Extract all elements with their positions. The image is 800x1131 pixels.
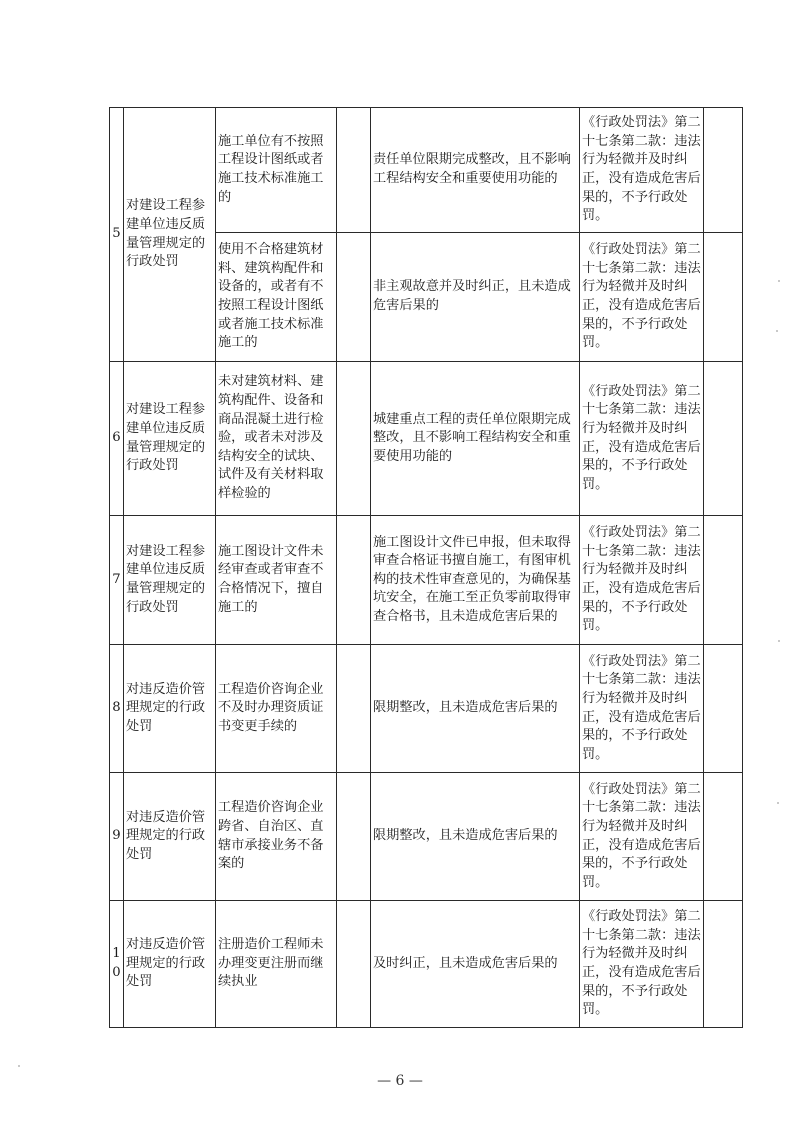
blank-cell bbox=[337, 773, 371, 901]
row-number: 6 bbox=[110, 362, 124, 516]
page-number: — 6 — bbox=[377, 1073, 423, 1089]
item-name: 对建设工程参建单位违反质量管理规定的行政处罚 bbox=[124, 516, 216, 645]
blank-cell bbox=[337, 516, 371, 645]
table-row bbox=[110, 108, 743, 233]
legal-basis: 《行政处罚法》第二十七条第二款：违法行为轻微并及时纠正，没有造成危害后果的，不予行政处罚。 bbox=[580, 108, 704, 233]
exemption-condition: 及时纠正，且未造成危害后果的 bbox=[371, 901, 580, 1028]
legal-basis: 《行政处罚法》第二十七条第二款：违法行为轻微并及时纠正，没有造成危害后果的，不予行政处罚。 bbox=[580, 516, 704, 645]
violation-behavior: 工程造价咨询企业不及时办理资质证书变更手续的 bbox=[216, 645, 337, 773]
item-name: 对建设工程参建单位违反质量管理规定的行政处罚 bbox=[124, 362, 216, 516]
remarks-cell bbox=[704, 901, 743, 1028]
legal-basis: 《行政处罚法》第二十七条第二款：违法行为轻微并及时纠正，没有造成危害后果的，不予行政处罚。 bbox=[580, 773, 704, 901]
row-number: 9 bbox=[110, 773, 124, 901]
violation-behavior: 注册造价工程师未办理变更注册而继续执业 bbox=[216, 901, 337, 1028]
table-row bbox=[110, 645, 743, 773]
row-number: 8 bbox=[110, 645, 124, 773]
row-number: 5 bbox=[110, 108, 124, 362]
violation-behavior: 施工图设计文件未经审查或者审查不合格情况下，擅自施工的 bbox=[216, 516, 337, 645]
exemption-condition: 限期整改，且未造成危害后果的 bbox=[371, 645, 580, 773]
exemption-condition: 城建重点工程的责任单位限期完成整改，且不影响工程结构安全和重要使用功能的 bbox=[371, 362, 580, 516]
remarks-cell bbox=[704, 108, 743, 233]
scan-speck bbox=[777, 802, 779, 804]
scan-speck bbox=[778, 280, 780, 282]
item-name: 对违反造价管理规定的行政处罚 bbox=[124, 645, 216, 773]
remarks-cell bbox=[704, 773, 743, 901]
remarks-cell bbox=[704, 233, 743, 362]
table-row bbox=[110, 901, 743, 1028]
legal-basis: 《行政处罚法》第二十七条第二款：违法行为轻微并及时纠正，没有造成危害后果的，不予行政处罚。 bbox=[580, 901, 704, 1028]
blank-cell bbox=[337, 901, 371, 1028]
remarks-cell bbox=[704, 362, 743, 516]
exemption-condition: 施工图设计文件已申报，但未取得审查合格证书擅自施工，有图审机构的技术性审查意见的，为确保基坑安全，在施工至正负零前取得审查合格书，且未造成危害后果的 bbox=[371, 516, 580, 645]
item-name: 对违反造价管理规定的行政处罚 bbox=[124, 901, 216, 1028]
violation-behavior: 使用不合格建筑材料、建筑构配件和设备的，或者有不按照工程设计图纸或者施工技术标准施工的 bbox=[216, 233, 337, 362]
item-name: 对违反造价管理规定的行政处罚 bbox=[124, 773, 216, 901]
scan-speck bbox=[776, 330, 778, 332]
scan-speck bbox=[778, 640, 780, 642]
legal-basis: 《行政处罚法》第二十七条第二款：违法行为轻微并及时纠正，没有造成危害后果的，不予行政处罚。 bbox=[580, 233, 704, 362]
table-row bbox=[110, 773, 743, 901]
penalty-exemption-table bbox=[109, 107, 743, 1028]
exemption-condition: 非主观故意并及时纠正，且未造成危害后果的 bbox=[371, 233, 580, 362]
violation-behavior: 未对建筑材料、建筑构配件、设备和商品混凝土进行检验，或者未对涉及结构安全的试块、试件及有关材料取样检验的 bbox=[216, 362, 337, 516]
item-name: 对建设工程参建单位违反质量管理规定的行政处罚 bbox=[124, 108, 216, 362]
row-number: 7 bbox=[110, 516, 124, 645]
row-number: 10 bbox=[110, 901, 124, 1028]
blank-cell bbox=[337, 108, 371, 233]
blank-cell bbox=[337, 233, 371, 362]
exemption-condition: 责任单位限期完成整改，且不影响工程结构安全和重要使用功能的 bbox=[371, 108, 580, 233]
blank-cell bbox=[337, 645, 371, 773]
table-row bbox=[110, 516, 743, 645]
table-row bbox=[110, 362, 743, 516]
legal-basis: 《行政处罚法》第二十七条第二款：违法行为轻微并及时纠正，没有造成危害后果的，不予行政处罚。 bbox=[580, 645, 704, 773]
scan-speck bbox=[18, 1065, 20, 1067]
remarks-cell bbox=[704, 516, 743, 645]
blank-cell bbox=[337, 362, 371, 516]
legal-basis: 《行政处罚法》第二十七条第二款：违法行为轻微并及时纠正，没有造成危害后果的，不予行政处罚。 bbox=[580, 362, 704, 516]
exemption-condition: 限期整改，且未造成危害后果的 bbox=[371, 773, 580, 901]
remarks-cell bbox=[704, 645, 743, 773]
violation-behavior: 施工单位有不按照工程设计图纸或者施工技术标准施工的 bbox=[216, 108, 337, 233]
violation-behavior: 工程造价咨询企业跨省、自治区、直辖市承接业务不备案的 bbox=[216, 773, 337, 901]
